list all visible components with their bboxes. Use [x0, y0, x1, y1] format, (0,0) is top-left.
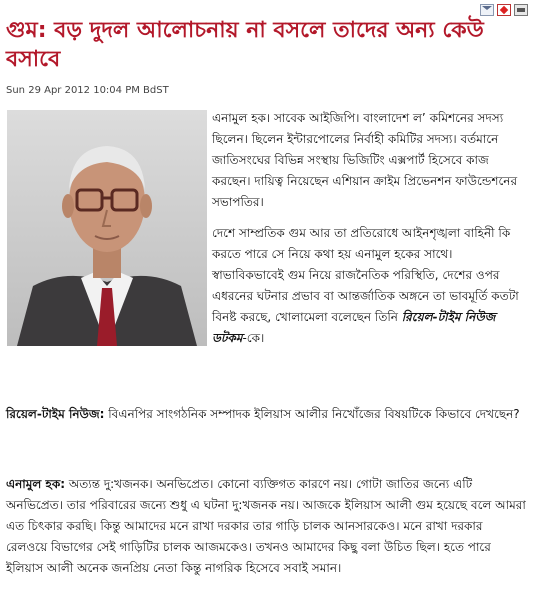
print-icon[interactable] [514, 4, 528, 16]
headline: গুম: বড় দুদল আলোচনায় না বসলে তাদের অন্য কেউ বসাবে [6, 18, 484, 72]
bio-paragraph: এনামুল হক। সাবেক আইজিপি। বাংলাদেশ ল’ কমিশনের সদস্য ছিলেন। ছিলেন ইন্টারপোলের নির্বাহী কমিটির সদস্য। বর্তমানে জাতিসংঘের বিভিন্ন সংস্থায় ভিজিটিং এক্সপার্ট হিসেবে কাজ করছেন। দায়িত্ব নিয়েছেন এশিয়ান ক্রাইম প্রিভেনশন ফাউন্ডেশনের সভাপতির। [212, 111, 518, 209]
question-speaker: রিয়েল-টাইম নিউজ: [6, 407, 105, 421]
context-paragraph [212, 223, 526, 349]
dateline: Sun 29 Apr 2012 10:04 PM BdST [6, 85, 169, 96]
email-icon[interactable] [480, 4, 494, 16]
context-tail: -কে। [242, 331, 265, 345]
context-text: দেশে সাম্প্রতিক গুম আর তা প্রতিরোধে আইনশৃঙ্খলা বাহিনী কি করতে পারে সে নিয়ে কথা হয় এনামুল হকের সাথে। স্বাভাবিকভাবেই গুম নিয়ে রাজনৈতিক পরিস্থিতি, দেশের ওপর এধরনের ঘটনার প্রভাব বা আন্তর্জাতিক অঙ্গনে তা ভাবমূর্তি কতটা বিনষ্ট করছে, খোলামেলা বলেছেন তিনি [212, 226, 519, 324]
interviewee-photo [7, 110, 207, 346]
article-intro [212, 108, 526, 359]
article-tools [480, 4, 528, 16]
answer-speaker: এনামুল হক: [6, 477, 66, 491]
pdf-icon[interactable] [497, 4, 511, 16]
answer-paragraph [6, 474, 526, 579]
answer-text: অত্যন্ত দু:খজনক। অনভিপ্রেত। কোনো ব্যক্তিগত কারণে নয়। গোটা জাতির জন্যে এটি অনভিপ্রেত। তার পরিবারের জন্যে শুধু এ ঘটনা দু:খজনক নয়। আজকে ইলিয়াস আলী গুম হয়েছে বলে আমরা এত চিৎকার করছি। কিন্তু আমাদের মনে রাখা দরকার তার গাড়ি চালক আনসারকেও। মনে রাখা দরকার রেলওয়ে বিভাগের সেই গাড়িটির চালক আজমকেও। তখনও আমাদের কিছু বলা উচিত ছিল। হতে পারে ইলিয়াস আলী অনেক জনপ্রিয় নেতা কিন্তু নাগরিক হিসেবে সবাই সমান। [6, 477, 526, 575]
question-paragraph [6, 404, 526, 425]
brand-name: রিয়েল-টাইম নিউজ ডটকম [212, 310, 496, 345]
question-text: বিএনপির সাংগঠনিক সম্পাদক ইলিয়াস আলীর নিখোঁজের বিষয়টিকে কিভাবে দেখছেন? [104, 407, 520, 421]
